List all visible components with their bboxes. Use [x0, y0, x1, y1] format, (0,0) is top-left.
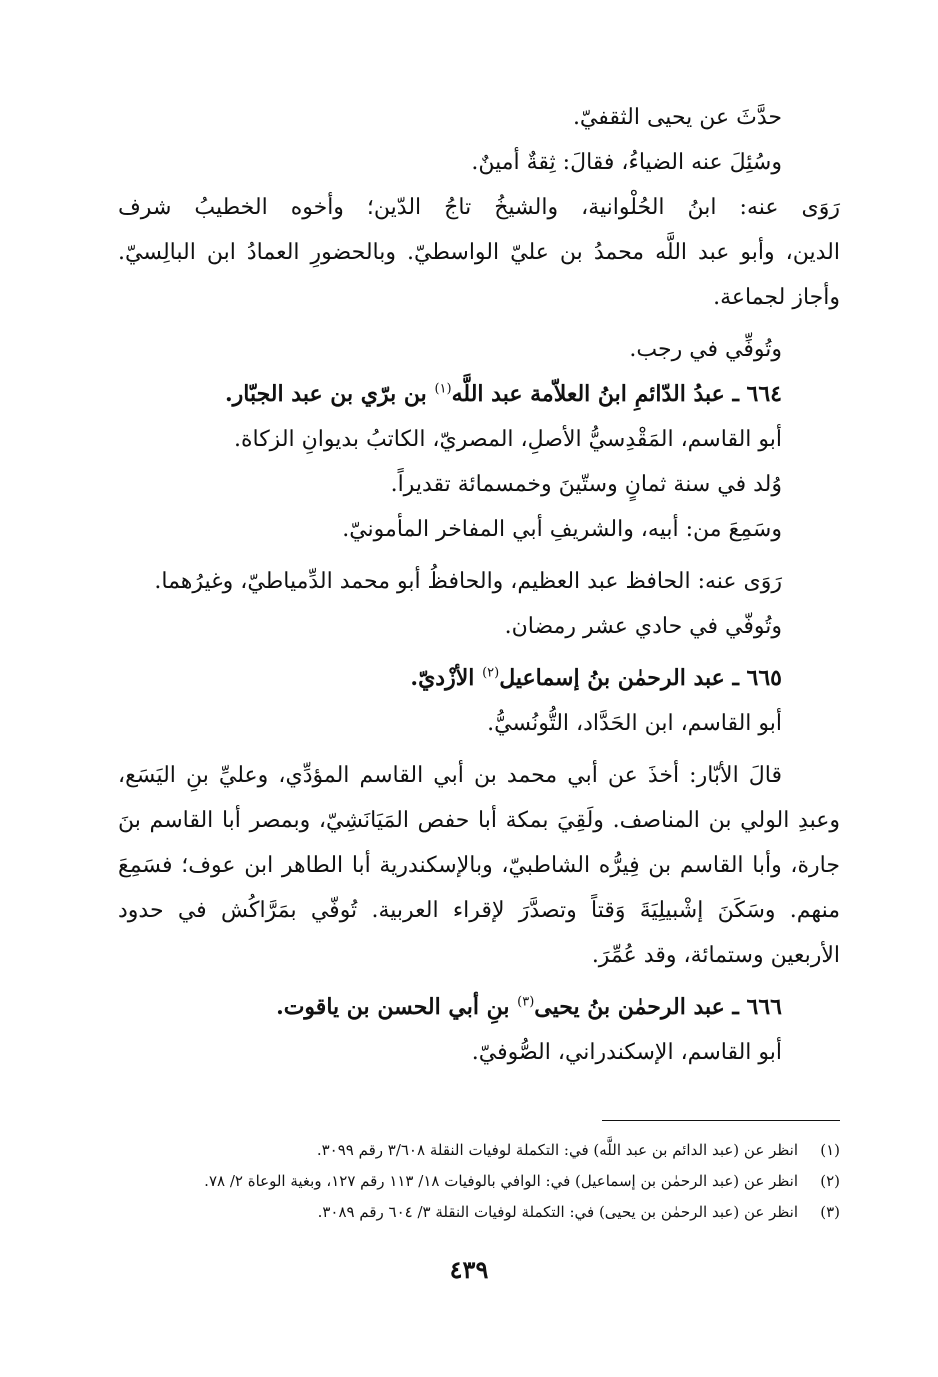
entry-title-rest: بنِ أبي الحسن بن ياقوت.: [276, 994, 510, 1020]
footnote-ref: (١): [434, 381, 452, 397]
text-line: وسَمِعَ من: أبيه، والشريفِ أبي المفاخر المأمونيّ.: [342, 517, 782, 542]
text-line: وأجاز لجماعة.: [713, 285, 840, 310]
footnote-number: (١): [820, 1141, 840, 1159]
text-line: الأربعين وستمائة، وقد عُمِّرَ.: [591, 943, 840, 968]
entry-title: ٦٦٥ ـ عبد الرحمٰن بنُ إسماعيل: [499, 665, 782, 691]
text-line: أبو القاسم، المَقْدِسيُّ الأصلِ، المصريّ، الكاتبُ بديوانِ الزكاة.: [233, 427, 782, 452]
footnote-3: [118, 1197, 840, 1228]
text-line: منهم. وسَكَنَ إشْبيلِيَةَ وَقتاً وتصدَّرَ لإقراء العربية. تُوفّي بمَرَّاكُش في حدود: [118, 898, 840, 923]
entry-title: ٦٦٦ ـ عبد الرحمٰن بنُ يحيى: [534, 994, 782, 1020]
main-text: [118, 95, 840, 1075]
text-line: أبو القاسم، ابن الحَدَّاد، التُّونُسيُّ.: [487, 711, 782, 736]
footnote-number: (٣): [820, 1203, 840, 1221]
footnote-ref: (٢): [482, 665, 500, 681]
text-line: أبو القاسم، الإسكندراني، الصُّوفيّ.: [471, 1040, 782, 1065]
footnote-2: [118, 1166, 840, 1197]
page-number: ٤٣٩: [449, 1255, 489, 1284]
footnote-divider: [602, 1120, 840, 1121]
footnote-text: انظر عن (عبد الرحمٰن بن إسماعيل) في: الوافي بالوفيات ١٨/ ١١٣ رقم ١٢٧، وبغية الوعاة ٢/ ٧٨.: [204, 1172, 798, 1190]
text-line: حدَّثَ عن يحيى الثقفيّ.: [572, 105, 782, 130]
footnote-text: انظر عن (عبد الدائم بن عبد اللَّه) في: التكملة لوفيات النقلة ٣/٦٠٨ رقم ٣٠٩٩.: [316, 1141, 798, 1159]
text-line: وسُئِلَ عنه الضياءُ، فقالَ: ثِقةٌ أمينٌ.: [471, 150, 782, 175]
text-line: وتُوفِّي في رجب.: [629, 337, 782, 362]
entry-heading-664: [118, 372, 840, 417]
text-line: رَوَى عنه: الحافظ عبد العظيم، والحافظُ أبو محمد الدِّمياطيّ، وغيرُهما.: [154, 569, 782, 594]
footnote-1: [118, 1135, 840, 1166]
entry-title-rest: الأزْديّ.: [410, 665, 475, 691]
footnotes: [118, 1135, 840, 1228]
text-line: رَوَى عنه: ابنُ الحُلْوانية، والشيخُ تاجُ الدّين؛ وأخوه الخطيبُ شرف: [118, 195, 840, 220]
entry-title: ٦٦٤ ـ عبدُ الدّائمِ ابنُ العلاّمة عبد اللَّه: [451, 381, 782, 407]
text-line: الدين، وأبو عبد اللَّه محمدُ بن عليّ الواسطيّ. وبالحضورِ العمادُ ابن البالِسيّ.: [118, 240, 840, 265]
footnote-ref: (٣): [517, 994, 535, 1010]
entry-title-rest: بن برّي بن عبد الجبّار.: [224, 381, 427, 407]
text-line: وتُوفّي في حادي عشر رمضان.: [504, 614, 782, 639]
text-line: وعبدِ الولي بن المناصف. ولَقِيَ بمكة أبا حفص المَيَانَشِيّ، وبمصر أبا القاسم بنَ: [118, 808, 840, 833]
entry-heading-665: [118, 656, 840, 701]
text-line: جارة، وأبا القاسم بن فِيرُّه الشاطبيّ، وبالإسكندرية أبا الطاهر ابن عوف؛ فسَمِعَ: [118, 853, 840, 878]
text-line: قالَ الأبّار: أخذَ عن أبي محمد بن أبي القاسم المؤدِّي، وعليِّ بنِ اليَسَع،: [118, 763, 782, 788]
text-line: وُلد في سنة ثمانٍ وستّينَ وخمسمائة تقديراً.: [390, 472, 782, 497]
footnote-text: انظر عن (عبد الرحمٰن بن يحيى) في: التكملة لوفيات النقلة ٣/ ٦٠٤ رقم ٣٠٨٩.: [317, 1203, 798, 1221]
entry-heading-666: [118, 985, 840, 1030]
footnote-number: (٢): [820, 1172, 840, 1190]
